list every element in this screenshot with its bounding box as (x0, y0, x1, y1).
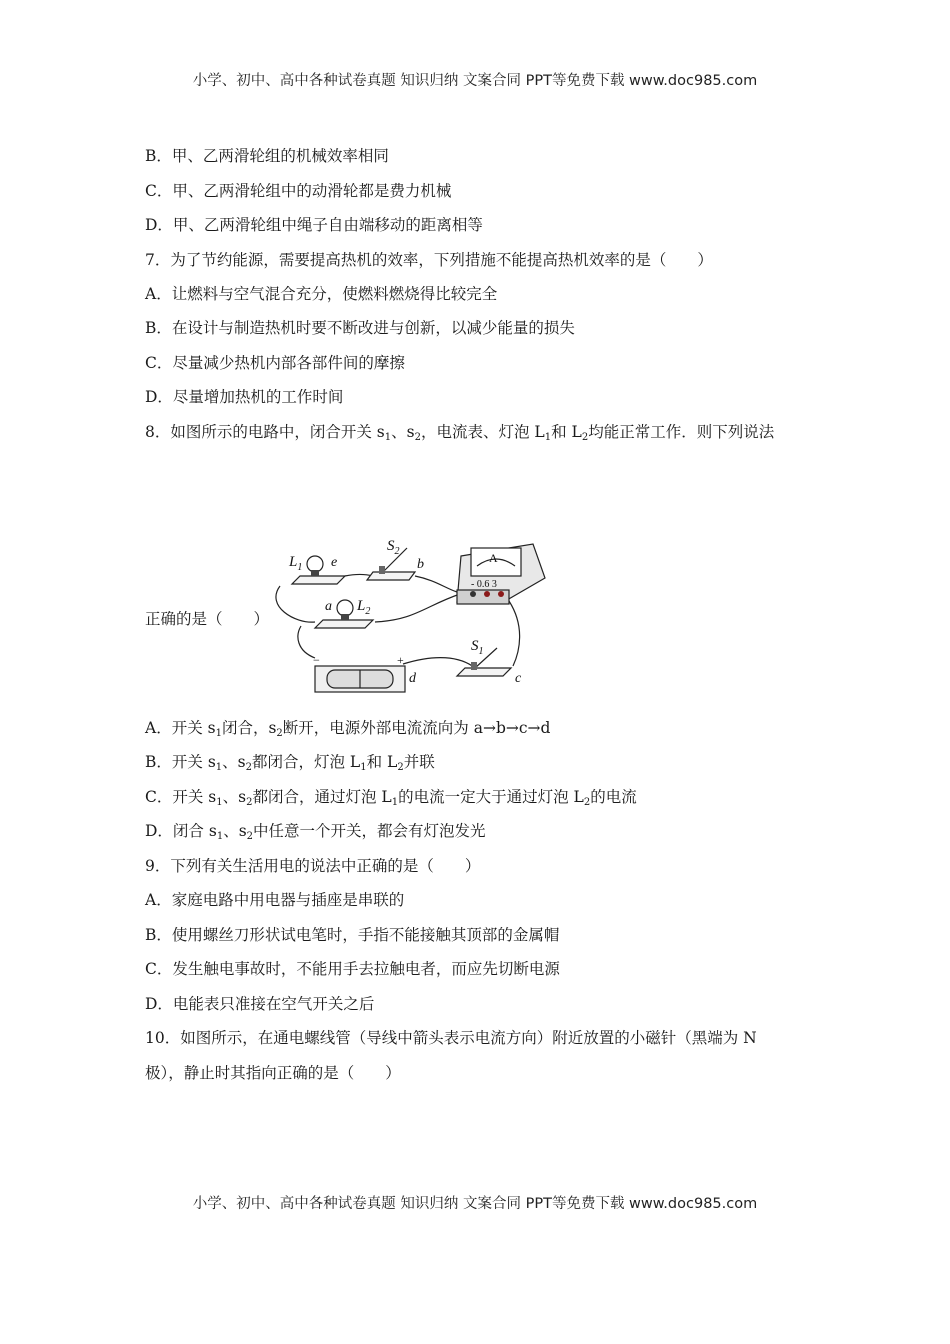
subscript: 2 (583, 797, 591, 808)
label-l2: $L_2$ (357, 598, 371, 617)
wire (509, 601, 520, 666)
q8-option-part: C．开关 s (145, 788, 217, 806)
lamp-l1-base (292, 576, 345, 584)
label-s2: $S_2$ (387, 538, 400, 557)
subscript: 2 (246, 831, 254, 842)
subscript: 1 (215, 762, 223, 773)
battery-plus: + (397, 653, 404, 667)
switch-s1-base (457, 668, 511, 676)
subscript: 1 (391, 797, 399, 808)
lamp-l2-socket (341, 614, 349, 620)
q8-option-part: 和 L (366, 753, 398, 771)
q8-option-part: 的电流 (590, 788, 637, 806)
q7-option-c: C．尽量减少热机内部各部件间的摩擦 (145, 354, 405, 372)
subscript: 1 (215, 728, 222, 739)
q8-stem-part: 8．如图所示的电路中，闭合开关 s (145, 423, 385, 441)
q8-option-part: B．开关 s (145, 753, 216, 771)
wire (403, 658, 475, 668)
lamp-l1-bulb (307, 556, 323, 572)
q8-stem (145, 422, 774, 448)
q9-option-a: A．家庭电路中用电器与插座是串联的 (145, 891, 405, 909)
q8-option-part: 都闭合，通过灯泡 L (252, 788, 392, 806)
label-l1: $L_1$ (289, 554, 303, 573)
q7-option-a: A．让燃料与空气混合充分，使燃料燃烧得比较完全 (145, 285, 498, 303)
subscript: 1 (360, 762, 367, 773)
switch-s1-post (471, 662, 477, 670)
q8-option-part: A．开关 s (145, 719, 216, 737)
subscript: 1 (216, 831, 224, 842)
q8-stem-part: 、s (391, 423, 415, 441)
subscript: 1 (384, 432, 392, 443)
label-d: d (409, 671, 416, 686)
label-e: e (331, 555, 338, 570)
subscript: 2 (397, 762, 404, 773)
q9-stem: 9．下列有关生活用电的说法中正确的是（ ） (145, 857, 481, 875)
q8-option-c (145, 787, 637, 813)
wire (375, 594, 460, 622)
q8-option-part: D．闭合 s (145, 822, 217, 840)
q8-option-part: 中任意一个开关，都会有灯泡发光 (253, 822, 486, 840)
ammeter-label: A (489, 551, 498, 565)
subscript: 2 (581, 432, 589, 443)
label-b: b (417, 557, 424, 572)
lamp-l1-socket (311, 570, 319, 576)
q8-stem-part: 和 L (551, 423, 582, 441)
wire (345, 575, 373, 577)
q7-option-b: B．在设计与制造热机时要不断改进与创新，以减少能量的损失 (145, 319, 575, 337)
q8-option-part: 断开，电源外部电流流向为 a→b→c→d (282, 719, 551, 737)
q6-option-d: D．甲、乙两滑轮组中绳子自由端移动的距离相等 (145, 216, 483, 234)
wire (415, 576, 457, 592)
q8-stem-continued: 正确的是（ ） (145, 610, 270, 628)
q8-option-part: 、s (223, 822, 247, 840)
q8-stem-part: 均能正常工作．则下列说法 (588, 423, 775, 441)
q6-option-c: C．甲、乙两滑轮组中的动滑轮都是费力机械 (145, 182, 452, 200)
q8-stem-part: ，电流表、灯泡 L (420, 423, 545, 441)
lamp-l2-base (315, 620, 373, 628)
q8-option-part: 的电流一定大于通过灯泡 L (398, 788, 584, 806)
subscript: 2 (245, 762, 252, 773)
battery-minus: − (313, 653, 320, 667)
q8-option-part: 、s (222, 788, 247, 806)
q7-option-d: D．尽量增加热机的工作时间 (145, 388, 344, 406)
subscript: 2 (246, 797, 253, 808)
q7-stem: 7．为了节约能源，需要提高热机的效率，下列措施不能提高热机效率的是（ ） (145, 251, 713, 269)
q8-option-part: 、s (222, 753, 246, 771)
q8-option-part: 并联 (403, 753, 435, 771)
ammeter-terminal-labels: - 0.6 3 (471, 579, 497, 590)
q8-option-part: 闭合，s (221, 719, 277, 737)
q9-option-c: C．发生触电事故时，不能用手去拉触电者，而应先切断电源 (145, 960, 560, 978)
subscript: 2 (414, 432, 421, 443)
subscript: 2 (276, 728, 283, 739)
q9-option-b: B．使用螺丝刀形状试电笔时，手指不能接触其顶部的金属帽 (145, 926, 560, 944)
switch-s2-post (379, 566, 385, 574)
ammeter-terminal (498, 591, 504, 597)
q8-option-b (145, 752, 435, 778)
q8-option-d (145, 821, 486, 847)
page-footer: 小学、初中、高中各种试卷真题 知识归纳 文案合同 PPT等免费下载 www.doc985.com (192, 1196, 758, 1212)
lamp-l2-bulb (337, 600, 353, 616)
q8-option-a (145, 718, 550, 744)
ammeter-terminal (484, 591, 490, 597)
subscript: 1 (216, 797, 223, 808)
label-a: a (325, 599, 332, 614)
q9-option-d: D．电能表只准接在空气开关之后 (145, 995, 375, 1013)
wire (276, 586, 315, 622)
label-s1: $S_1$ (471, 638, 484, 657)
q8-option-part: 都闭合，灯泡 L (252, 753, 361, 771)
subscript: 1 (544, 432, 552, 443)
q6-option-b: B．甲、乙两滑轮组的机械效率相同 (145, 147, 389, 165)
ammeter-terminal (470, 591, 476, 597)
switch-s2-base (367, 572, 415, 580)
circuit-diagram (275, 536, 555, 704)
q10-stem-line2: 极），静止时其指向正确的是（ ） (145, 1064, 401, 1082)
label-c: c (515, 671, 522, 686)
q10-stem-line1: 10．如图所示，在通电螺线管（导线中箭头表示电流方向）附近放置的小磁针（黑端为 N (145, 1029, 757, 1047)
page-header: 小学、初中、高中各种试卷真题 知识归纳 文案合同 PPT等免费下载 www.doc985.com (192, 73, 758, 89)
